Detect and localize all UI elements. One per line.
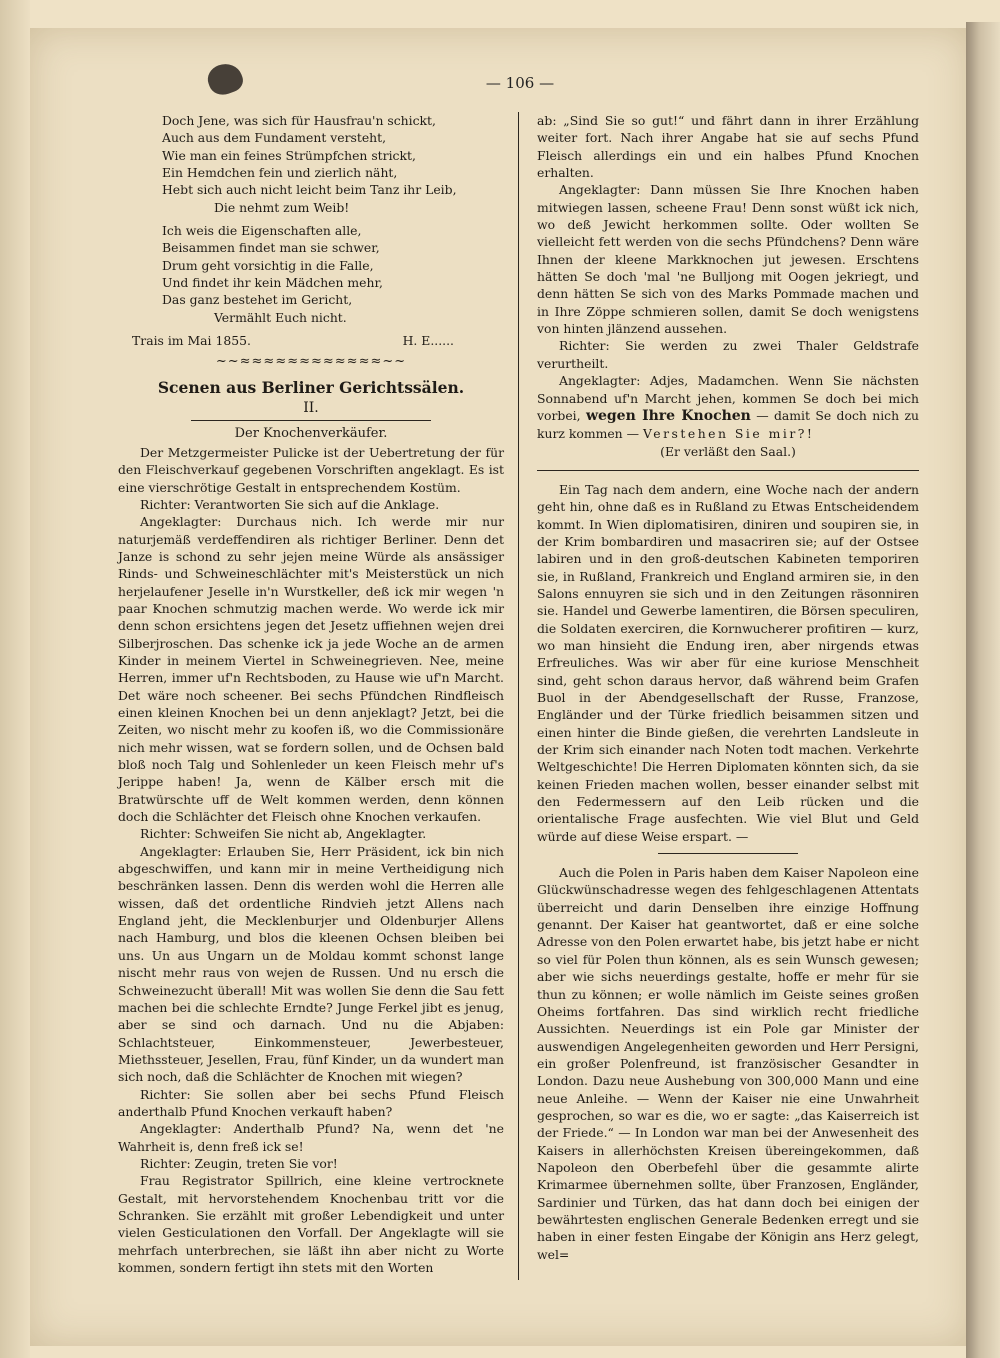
article-number: II. — [303, 400, 319, 417]
poem-line: Doch Jene, was sich für Hausfrau'n schickt, — [162, 113, 436, 128]
poem-line: Die nehmt zum Weib! — [214, 199, 350, 215]
dialogue-paragraph: Richter: Sie werden zu zwei Thaler Geldstrafe verurtheilt. — [537, 338, 919, 371]
poem — [118, 112, 504, 326]
dialogue-text: — damit Se doch nich zu kurz kommen — — [537, 407, 919, 442]
stage-direction: (Er verläßt den Saal.) — [660, 443, 796, 459]
poem-line: Ein Hemdchen fein und zierlich näht, — [162, 165, 398, 181]
short-section-rule — [658, 853, 798, 854]
poem-author: H. E...... — [402, 333, 454, 349]
poem-line: Vermählt Euch nicht. — [214, 309, 347, 325]
news-paragraph: Auch die Polen in Paris haben dem Kaiser Napoleon eine Glückwünschadresse wegen des fehlgeschlagenen Attentats überreicht und darin Denselben ihre einzige Hoffnung genannt. Der Kaiser hat geantwortet, daß er eine solche Adresse von den Polen erwartet habe, bis jetzt habe er nicht so viel für Polen thun können, als es sein Wunsch gewesen; aber wie sichs neuerdings gestalte, hoffe er mehr für sie thun zu können; er wolle nämlich im Geiste seines großen Oheims fortfahren. Das sind wirklich recht friedliche Aussichten. Neuerdings ist ein Pole gar Minister der auswendigen Angelegenheiten geworden und Herr Persigni, ein großer Polenfreund, ist französischer Gesandter in London. Dazu neue Aushebung von 300,000 Mann und eine neue Anleihe. — Wenn der Kaiser nie eine Unwahrheit gesprochen, so war es die, wo er sagte: „das Kaiserreich ist der Friede.“ — In London war man bei der Anwesenheit des Kaisers in allerhöchsten Kreisen übereingekommen, daß Napoleon den Oberbefehl über die gesammte alirte Krimarmee übernehmen sollte, über Franzosen, Engländer, Sardinier und Türken, das hat dann doch bei einigen der bewährtesten englischen Generale Bedenken erregt und sie haben in einer festen Eingabe der Königin ans Herz gelegt, wel= — [537, 865, 919, 1262]
poem-stanza — [162, 112, 504, 216]
news-paragraph: Ein Tag nach dem andern, eine Woche nach der andern geht hin, ohne daß es in Rußland zu Etwas Entscheidendem kommt. In Wien diplomatisiren, diniren und soupiren sie, in der Krim bombardiren und masacriren sie; auf der Ostsee labiren und in den groß-deutschen Kabineten temporiren sie, in Rußland, Frankreich und England armiren sie, in den Salons ennuyren sie sich und in den Zeitungen räsonniren sie. Handel und Gewerbe lamentiren, die Börsen speculiren, die Soldaten exerciren, die Kornwucherer profitiren — kurz, wo man hinsieht die Endung iren, aber nirgends etwas Erfreuliches. Was wir aber für eine kuriose Menschheit sind, geht schon daraus hervor, daß während beim Grafen Buol in der Abendgesellschaft der Russe, Franzose, Engländer und der Türke friedlich beisammen sitzen und einen hinter die Binde gießen, die verehrten Landsleute in der Krim sich einander nach Noten todt machen. Verkehrte Weltgeschichte! Die Herren Diplomaten könnten sich, da sie keinen Frieden machen wollen, besser einander selbst mit den Federmessern auf den Leib rücken und die orientalische Frage ausfechten. Wie viel Blut und Geld würde auf diese Weise erspart. — — [537, 481, 919, 844]
poem-place-date: Trais im Mai 1855. — [132, 333, 251, 349]
poem-signature — [118, 332, 504, 349]
right-column — [537, 112, 919, 1263]
book-gutter — [966, 22, 1000, 1358]
emphasis-text: wegen Ihre Knochen — [585, 407, 751, 424]
poem-line: Auch aus dem Fundament versteht, — [162, 130, 387, 146]
left-column — [118, 112, 504, 1276]
article-paragraph: Frau Registrator Spillrich, eine kleine vertrocknete Gestalt, mit hervorstehendem Knochenbau tritt vor die Schranken. Sie erzählt mit großer Lebendigkeit und unter vielen Gesticulationen den Vorfall. Der Angeklagte will sie mehrfach unterbrechen, sie läßt ihn aber nicht zu Worte kommen, sondern fertigt ihn stets mit den Worten — [118, 1173, 504, 1275]
page-number: — 106 — — [485, 74, 555, 92]
page-left-edge — [0, 0, 30, 1358]
dialogue-paragraph: Richter: Schweifen Sie nicht ab, Angeklagter. — [140, 826, 427, 842]
column-divider — [518, 112, 519, 1280]
poem-line: Das ganz bestehet im Gericht, — [162, 292, 353, 308]
dialogue-paragraph: Angeklagter: Durchaus nich. Ich werde mir nur naturjemäß verdeffendiren als richtiger Berliner. Denn det Janze is schond zu sehr jejen meine Würde als ansässiger Rinds- und Schweineschlächter mit's Meisterstück un nich herjelaufener Jeselle in'n Wurstkeller, deß ick mir wegen 'n paar Knochen schmutzig machen werde. Wo werde ick mir denn schon ersichtens jegen det Jesetz uffiehnen wejen drei Silberjroschen. Das schenke ick ja jede Woche an de armen Kinder in meinem Viertel in Schweinegrieven. Nee, meine Herren, immer uf'n Rechtsboden, zu Hause wie uf'n Marcht. Det wäre noch scheener. Bei sechs Pfündchen Rindfleisch einen kleinen Knochen bei un denn anjeklagt? Jetzt, bei die Zeiten, wo nischt mehr zu koofen iß, wo die Commissionäre nich mehr wissen, wat se fordern sollen, und de Ochsen bald bloß noch Talg und Sohlenleder un keen Fleisch mehr uf's Jerippe haben! Ja, wenn de Kälber ersch mit die Bratwürschte uff de Welt kommen werden, denn können doch die Schlächter det Fleisch ohne Knochen verkaufen. — [118, 514, 504, 825]
poem-line: Und findet ihr kein Mädchen mehr, — [162, 275, 383, 291]
poem-line: Hebt sich auch nicht leicht beim Tanz ihr Leib, — [162, 182, 457, 198]
dialogue-text: Angeklagter: Adjes, Madamchen. Wenn Sie nächsten Sonnabend uf'n Marcht jehen, kommen Se doch bei mich vorbei, — [537, 373, 919, 423]
poem-line: Ich weis die Eigenschaften alle, — [162, 223, 362, 239]
poem-line: Wie man ein feines Strümpfchen strickt, — [162, 147, 416, 163]
poem-line: Beisammen findet man sie schwer, — [162, 240, 380, 256]
dialogue-paragraph: Angeklagter: Anderthalb Pfund? Na, wenn det 'ne Wahrheit is, denn freß ick se! — [118, 1121, 504, 1154]
dialogue-paragraph: Richter: Sie sollen aber bei sechs Pfund Fleisch anderthalb Pfund Knochen verkauft haben? — [118, 1086, 504, 1119]
dialogue-paragraph — [537, 372, 919, 442]
title-rule — [191, 420, 431, 421]
article-subtitle: Der Knochenverkäufer. — [234, 425, 388, 441]
poem-line: Drum geht vorsichtig in die Falle, — [162, 257, 374, 273]
article-title: Scenen aus Berliner Gerichtssälen. — [157, 377, 465, 397]
dialogue-paragraph: Richter: Verantworten Sie sich auf die Anklage. — [140, 496, 440, 512]
article-paragraph: Der Metzgermeister Pulicke ist der Uebertretung der für den Fleischverkauf gegebenen Vorschriften angeklagt. Es ist eine vierschrötige Gestalt in entsprechendem Kostüm. — [118, 444, 504, 495]
spaced-text: Verstehen Sie mir?! — [642, 426, 815, 442]
section-rule — [537, 470, 919, 471]
poem-stanza — [162, 222, 504, 326]
ornament-divider: ~~≈≈≈≈≈≈≈≈≈≈≈≈~~ — [215, 354, 407, 370]
dialogue-paragraph: Angeklagter: Erlauben Sie, Herr Präsident, ick bin nich abgeschwiffen, und kann mir in meine Vertheidigung nich beschränken lassen. Denn dis werden wohl die Herren alle wissen, daß det ordentliche Rindvieh jetzt Allens nach England jeht, die Mecklenburjer und Oldenburjer Allens nach Hamburg, und blos die kleenen Ochsen bleiben bei uns. Un aus Ungarn un de Moldau kommt schonst lange nischt mehr raus von wejen de Russen. Und nu ersch die Schweinezucht überall! Mit was wollen Sie denn die Sau fett machen bei die schlechte Erndte? Junge Ferkel jibt es jenug, aber se sind och darnach. Und nu die Abjaben: Schlachtsteuer, Einkommensteuer, Jewerbesteuer, Miethssteuer, Jesellen, Frau, fünf Kinder, un da wundert man sich noch, daß die Schlächter de Knochen mit wiegen? — [118, 843, 504, 1085]
dialogue-paragraph: Angeklagter: Dann müssen Sie Ihre Knochen haben mitwiegen lassen, scheene Frau! Denn sonst wüßt ick nich, wo deß Jewicht herkommen sollte. Oder wollten Se vielleicht fett werden von die sechs Pfündchens? Denn wäre Ihnen der kleene Markknochen jut jewesen. Erschtens hätten Se doch 'mal 'ne Bulljong mit Oogen jekriegt, und denn hätten Se sich von des Marks Pommade machen und in Ihre Zöppe schmieren sollen, damit Se doch wenigstens von hinten jlänzend aussehen. — [537, 182, 919, 337]
article-paragraph: ab: „Sind Sie so gut!“ und fährt dann in ihrer Erzählung weiter fort. Nach ihrer Angabe hat sie auf sechs Pfund Fleisch allerdings ein und ein halbes Pfund Knochen erhalten. — [537, 113, 919, 181]
dialogue-paragraph: Richter: Zeugin, treten Sie vor! — [140, 1155, 338, 1171]
